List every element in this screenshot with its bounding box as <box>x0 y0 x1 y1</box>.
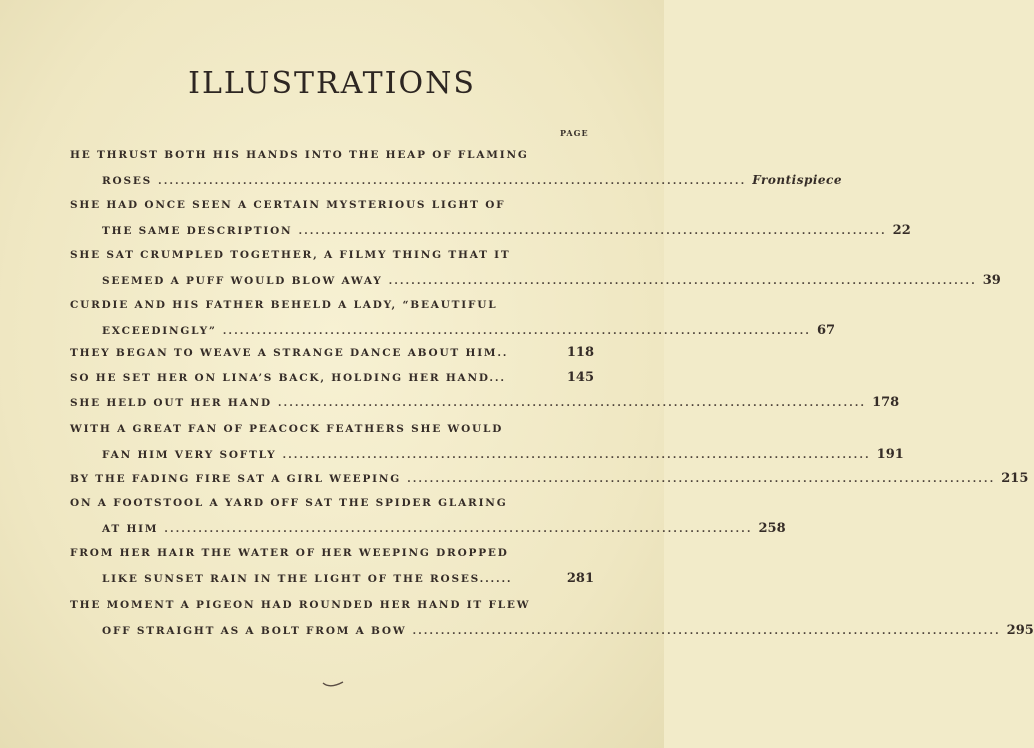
page-number: 281 <box>566 571 594 586</box>
entry-text: OFF STRAIGHT AS A BOLT FROM A BOW <box>102 625 407 637</box>
dot-leader: ........................................................................................................ <box>282 449 871 461</box>
illustration-entry <box>70 491 786 541</box>
entry-text: SO HE SET HER ON LINA’S BACK, HOLDING HER HAND... <box>70 372 506 384</box>
page-number: 295 <box>1006 623 1034 638</box>
entry-text: SEEMED A PUFF WOULD BLOW AWAY <box>102 275 383 287</box>
entry-text: SHE HELD OUT HER HAND <box>70 397 272 409</box>
dot-leader: ........................................................................................................ <box>164 523 753 535</box>
illustration-entry <box>70 293 836 343</box>
page-number: 118 <box>566 345 594 360</box>
entry-text: THE MOMENT A PIGEON HAD ROUNDED HER HAND IT FLEW <box>70 599 531 611</box>
entry-text: ROSES <box>102 175 153 187</box>
page-number: 178 <box>872 395 900 410</box>
dot-leader: ........................................................................................................ <box>158 175 747 187</box>
page-number: Frontispiece <box>752 173 842 187</box>
entry-text: FROM HER HAIR THE WATER OF HER WEEPING DROPPED <box>70 547 509 559</box>
entry-text: AT HIM <box>102 523 159 535</box>
illustration-entry <box>70 340 594 365</box>
page-number: 39 <box>982 273 1001 288</box>
entry-text: SHE SAT CRUMPLED TOGETHER, A FILMY THING THAT IT <box>70 249 511 261</box>
illustration-entry <box>70 390 900 415</box>
page-title: ILLUSTRATIONS <box>188 66 476 101</box>
illustration-entry <box>70 541 594 591</box>
dot-leader: ........................................................................................................ <box>407 473 996 485</box>
page-number: 22 <box>892 223 911 238</box>
entry-text: ON A FOOTSTOOL A YARD OFF SAT THE SPIDER GLARING <box>70 497 508 509</box>
illustration-entry <box>70 466 1029 491</box>
illustration-entry <box>70 143 842 193</box>
page-column-header: PAGE <box>560 128 589 138</box>
page-number: 258 <box>758 521 786 536</box>
page-number: 191 <box>876 447 904 462</box>
page-number: 215 <box>1001 471 1029 486</box>
entry-text: THEY BEGAN TO WEAVE A STRANGE DANCE ABOUT HIM.. <box>70 347 509 359</box>
dot-leader: ........................................................................................................ <box>277 397 867 409</box>
illustration-entry <box>70 593 1034 643</box>
dot-leader: ........................................................................................................ <box>222 325 811 337</box>
entry-text: SHE HAD ONCE SEEN A CERTAIN MYSTERIOUS LIGHT OF <box>70 199 506 211</box>
entry-text: FAN HIM VERY SOFTLY <box>102 449 277 461</box>
dot-leader: ........................................................................................................ <box>412 625 1001 637</box>
entry-text: THE SAME DESCRIPTION <box>102 225 293 237</box>
illustration-entry <box>70 365 594 390</box>
entry-text: LIKE SUNSET RAIN IN THE LIGHT OF THE ROSES...... <box>102 573 513 585</box>
entry-text: WITH A GREAT FAN OF PEACOCK FEATHERS SHE WOULD <box>70 423 504 435</box>
entry-text: BY THE FADING FIRE SAT A GIRL WEEPING <box>70 473 402 485</box>
illustration-entry <box>70 417 904 467</box>
dot-leader: ........................................................................................................ <box>388 275 977 287</box>
page-number: 67 <box>816 323 836 338</box>
illustration-entry <box>70 193 911 243</box>
flourish-ornament <box>322 680 344 688</box>
entry-text: HE THRUST BOTH HIS HANDS INTO THE HEAP OF FLAMING <box>70 149 529 161</box>
dot-leader: ........................................................................................................ <box>298 225 887 237</box>
illustration-entry <box>70 243 1001 293</box>
entry-text: CURDIE AND HIS FATHER BEHELD A LADY, “BEAUTIFUL <box>70 299 498 311</box>
page-number: 145 <box>566 370 594 385</box>
entry-text: EXCEEDINGLY” <box>102 325 217 337</box>
